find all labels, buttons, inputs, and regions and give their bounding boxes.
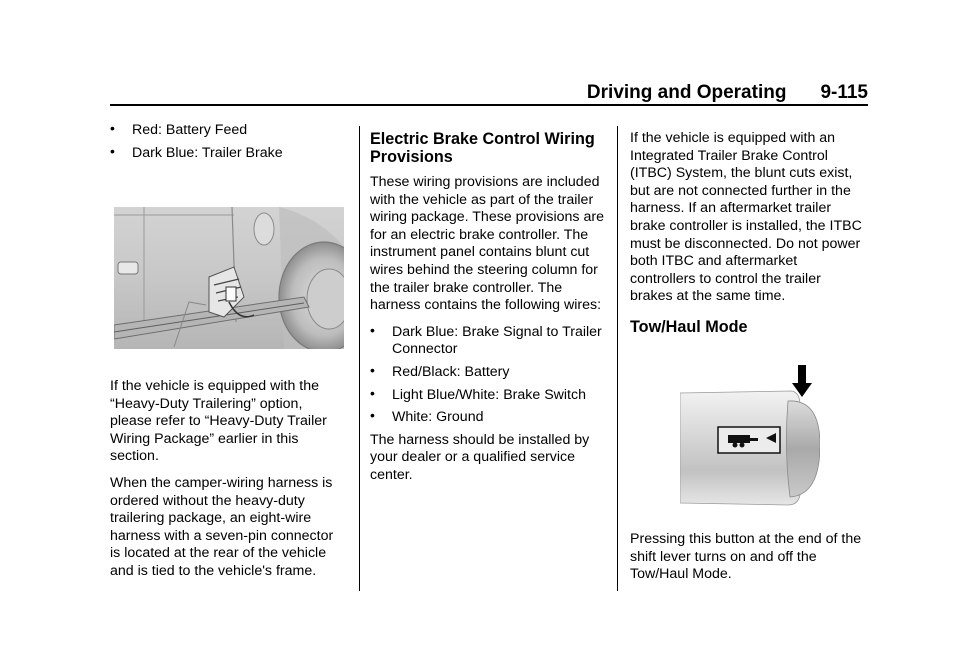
column-3 <box>630 130 862 344</box>
paragraph: When the camper-wiring harness is ordered without the heavy-duty trailering package, an eight-wire harness with a seven-pin connector is located at the rear of the vehicle and is tied to the vehicle's frame. <box>110 474 334 579</box>
shift-lever-illustration <box>680 365 820 507</box>
column-1-lower <box>110 378 345 590</box>
section-title: Driving and Operating <box>586 82 787 103</box>
section-heading: Tow/Haul Mode <box>630 317 748 336</box>
column-divider-2 <box>617 126 618 591</box>
bullet-item: • Light Blue/White: Brake Switch <box>370 387 606 405</box>
bullet-item: • Dark Blue: Trailer Brake <box>110 145 345 163</box>
paragraph: Pressing this button at the end of the shift lever turns on and off the Tow/Haul Mode. <box>630 531 862 583</box>
bullet-item: • White: Ground <box>370 409 606 427</box>
page-number: 9-115 <box>820 82 868 103</box>
column-divider-1 <box>359 126 360 591</box>
paragraph: These wiring provisions are included with the vehicle as part of the trailer wiring package. These provisions are for an electric brake controller. The instrument panel contains blunt cut wires behind the steering column for the trailer brake controller. The harness contains the following wires: <box>370 174 604 314</box>
paragraph: If the vehicle is equipped with the “Heavy-Duty Trailering” option, please refer to “Heavy-Duty Trailer Wiring Package” earlier in this section. <box>110 378 327 465</box>
page-header <box>110 82 868 104</box>
section-heading: Electric Brake Control Wiring Provisions <box>370 130 595 166</box>
column-3-lower <box>630 531 862 593</box>
bullet-item: • Red/Black: Battery <box>370 364 606 382</box>
truck-wiring-illustration <box>114 207 344 349</box>
paragraph: If the vehicle is equipped with an Integrated Trailer Brake Control (ITBC) System, the blunt cuts exist, but are not connected further in the harness. If an aftermarket trailer brake controller is installed, the ITBC must be disconnected. Do not power both ITBC and aftermarket controllers to control the trailer brakes at the same time. <box>630 130 862 305</box>
bullet-item: • Red: Battery Feed <box>110 122 345 140</box>
header-rule <box>110 104 868 106</box>
column-1 <box>110 122 345 167</box>
paragraph: The harness should be installed by your dealer or a qualified service center. <box>370 431 590 483</box>
bullet-item: • Dark Blue: Brake Signal to Trailer Connector <box>370 324 606 359</box>
column-2 <box>370 130 606 494</box>
